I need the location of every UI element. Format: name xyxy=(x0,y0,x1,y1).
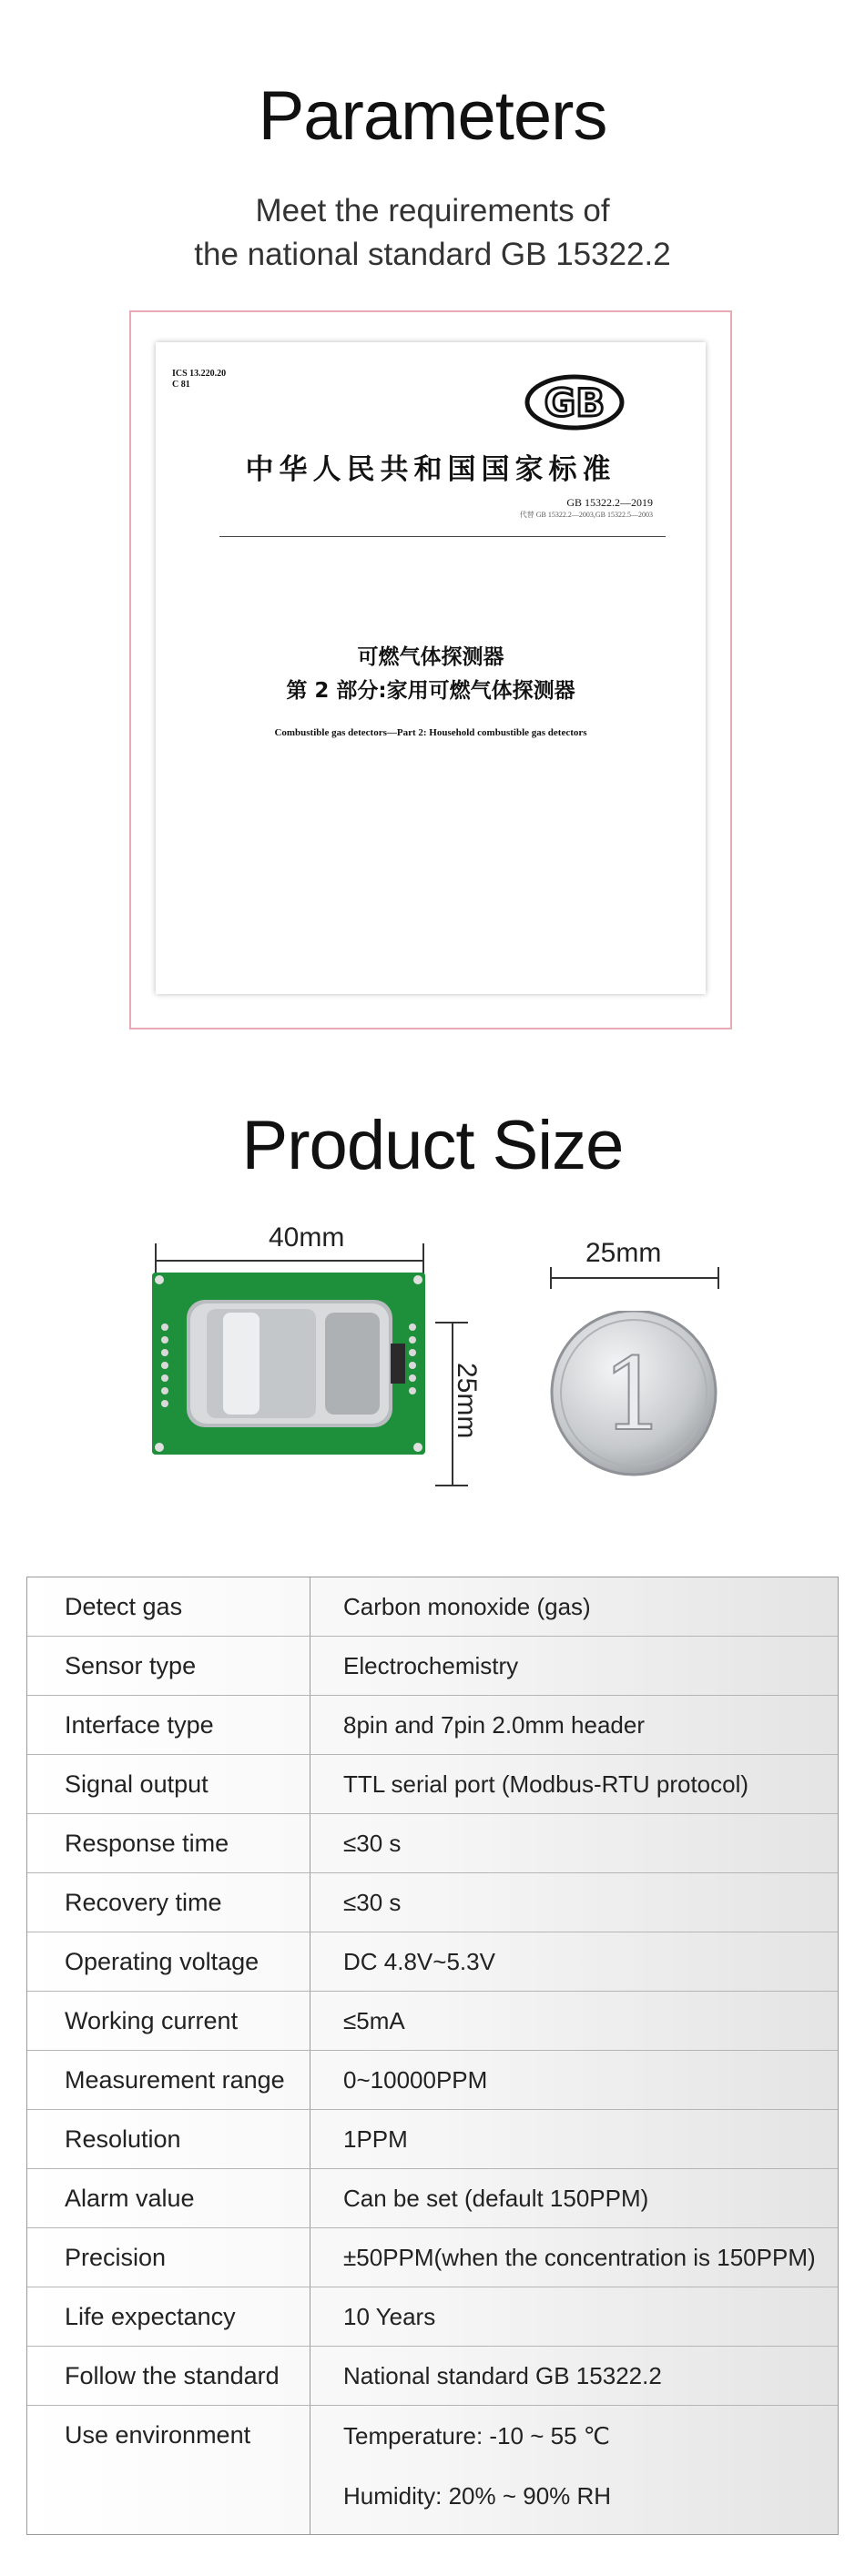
doc-title-cn: 中华人民共和国国家标准 xyxy=(245,453,616,485)
spec-row xyxy=(27,1637,838,1696)
spec-row xyxy=(27,1814,838,1873)
standard-document-frame xyxy=(129,310,732,1029)
product-size-title: Product Size xyxy=(241,1107,624,1184)
spec-table xyxy=(26,1577,839,2535)
spec-row xyxy=(27,2347,838,2406)
spec-value: TTL serial port (Modbus-RTU protocol) xyxy=(343,1770,749,1798)
coin-diameter-tick-right xyxy=(717,1267,719,1289)
spec-value: 1PPM xyxy=(343,2125,408,2153)
spec-label: Use environment xyxy=(27,2406,310,2534)
spec-value-line: Humidity: 20% ~ 90% RH xyxy=(343,2482,612,2510)
spec-row xyxy=(27,1992,838,2051)
spec-value: Can be set (default 150PPM) xyxy=(343,2185,649,2212)
coin-image xyxy=(543,1311,725,1493)
spec-row xyxy=(27,2051,838,2110)
spec-label: Sensor type xyxy=(27,1637,310,1695)
spec-value: ±50PPM(when the concentration is 150PPM) xyxy=(343,2244,816,2271)
standard-document-page xyxy=(156,342,706,994)
spec-value-line: Temperature: -10 ~ 55 ℃ xyxy=(343,2422,610,2449)
spec-row xyxy=(27,1696,838,1755)
doc-replaces: 代替 GB 15322.2—2003,GB 15322.5—2003 xyxy=(519,511,653,519)
spec-row xyxy=(27,2110,838,2169)
doc-ics-code xyxy=(172,369,226,390)
spec-label: Alarm value xyxy=(27,2169,310,2227)
gb-logo-text: GB xyxy=(544,380,606,425)
spec-value: Electrochemistry xyxy=(343,1652,519,1679)
module-width-label: 40mm xyxy=(269,1222,345,1253)
module-height-tick-bottom xyxy=(435,1485,468,1486)
sensor-module-image xyxy=(152,1273,425,1455)
coin-diameter-line xyxy=(550,1277,719,1279)
spec-label: Resolution xyxy=(27,2110,310,2168)
gb-logo-icon xyxy=(524,373,626,431)
spec-value: 8pin and 7pin 2.0mm header xyxy=(343,1711,646,1739)
spec-row xyxy=(27,2228,838,2287)
spec-label: Follow the standard xyxy=(27,2347,310,2405)
doc-standard-code: GB 15322.2—2019 xyxy=(566,496,653,509)
spec-value: DC 4.8V~5.3V xyxy=(343,1948,495,1975)
spec-label: Working current xyxy=(27,1992,310,2050)
doc-name-cn-line1: 可燃气体探测器 xyxy=(357,645,504,669)
spec-value: 0~10000PPM xyxy=(343,2066,488,2094)
spec-row xyxy=(27,2169,838,2228)
spec-label: Response time xyxy=(27,1814,310,1872)
coin-diameter-label: 25mm xyxy=(585,1238,662,1268)
spec-label: Detect gas xyxy=(27,1577,310,1636)
spec-row xyxy=(27,1577,838,1637)
spec-value: National standard GB 15322.2 xyxy=(343,2362,662,2389)
coin-drawing xyxy=(543,1311,725,1493)
spec-label: Measurement range xyxy=(27,2051,310,2109)
module-height-label: 25mm xyxy=(452,1363,482,1439)
doc-ccs: C 81 xyxy=(172,380,190,390)
spec-row xyxy=(27,2406,838,2534)
spec-value: ≤30 s xyxy=(343,1889,402,1916)
spec-label: Recovery time xyxy=(27,1873,310,1932)
module-width-line xyxy=(155,1260,424,1262)
module-width-tick-right xyxy=(422,1243,424,1274)
doc-name-cn-line2: 第 2 部分:家用可燃气体探测器 xyxy=(286,679,575,703)
spec-row xyxy=(27,1932,838,1992)
sensor-module-drawing xyxy=(152,1273,425,1455)
spec-label: Operating voltage xyxy=(27,1932,310,1991)
module-height-tick-top xyxy=(435,1322,468,1323)
coin-diameter-tick-left xyxy=(550,1267,552,1289)
spec-value: Carbon monoxide (gas) xyxy=(343,1593,591,1620)
parameters-subtitle-line2: the national standard GB 15322.2 xyxy=(194,237,671,272)
parameters-title: Parameters xyxy=(258,77,607,155)
spec-label: Signal output xyxy=(27,1755,310,1813)
spec-label: Life expectancy xyxy=(27,2287,310,2346)
spec-label: Precision xyxy=(27,2228,310,2287)
doc-ics: ICS 13.220.20 xyxy=(172,369,227,379)
spec-row xyxy=(27,1873,838,1932)
spec-label: Interface type xyxy=(27,1696,310,1754)
doc-name-en: Combustible gas detectors—Part 2: Household combustible gas detectors xyxy=(274,727,587,738)
spec-value: 10 Years xyxy=(343,2303,436,2330)
spec-value: ≤5mA xyxy=(343,2007,405,2034)
svg-text:1: 1 xyxy=(602,1336,666,1453)
doc-divider xyxy=(219,536,666,537)
spec-value xyxy=(310,2406,838,2534)
spec-row xyxy=(27,1755,838,1814)
spec-value: ≤30 s xyxy=(343,1830,402,1857)
parameters-subtitle-line1: Meet the requirements of xyxy=(255,193,610,228)
spec-row xyxy=(27,2287,838,2347)
module-width-tick-left xyxy=(155,1243,157,1274)
